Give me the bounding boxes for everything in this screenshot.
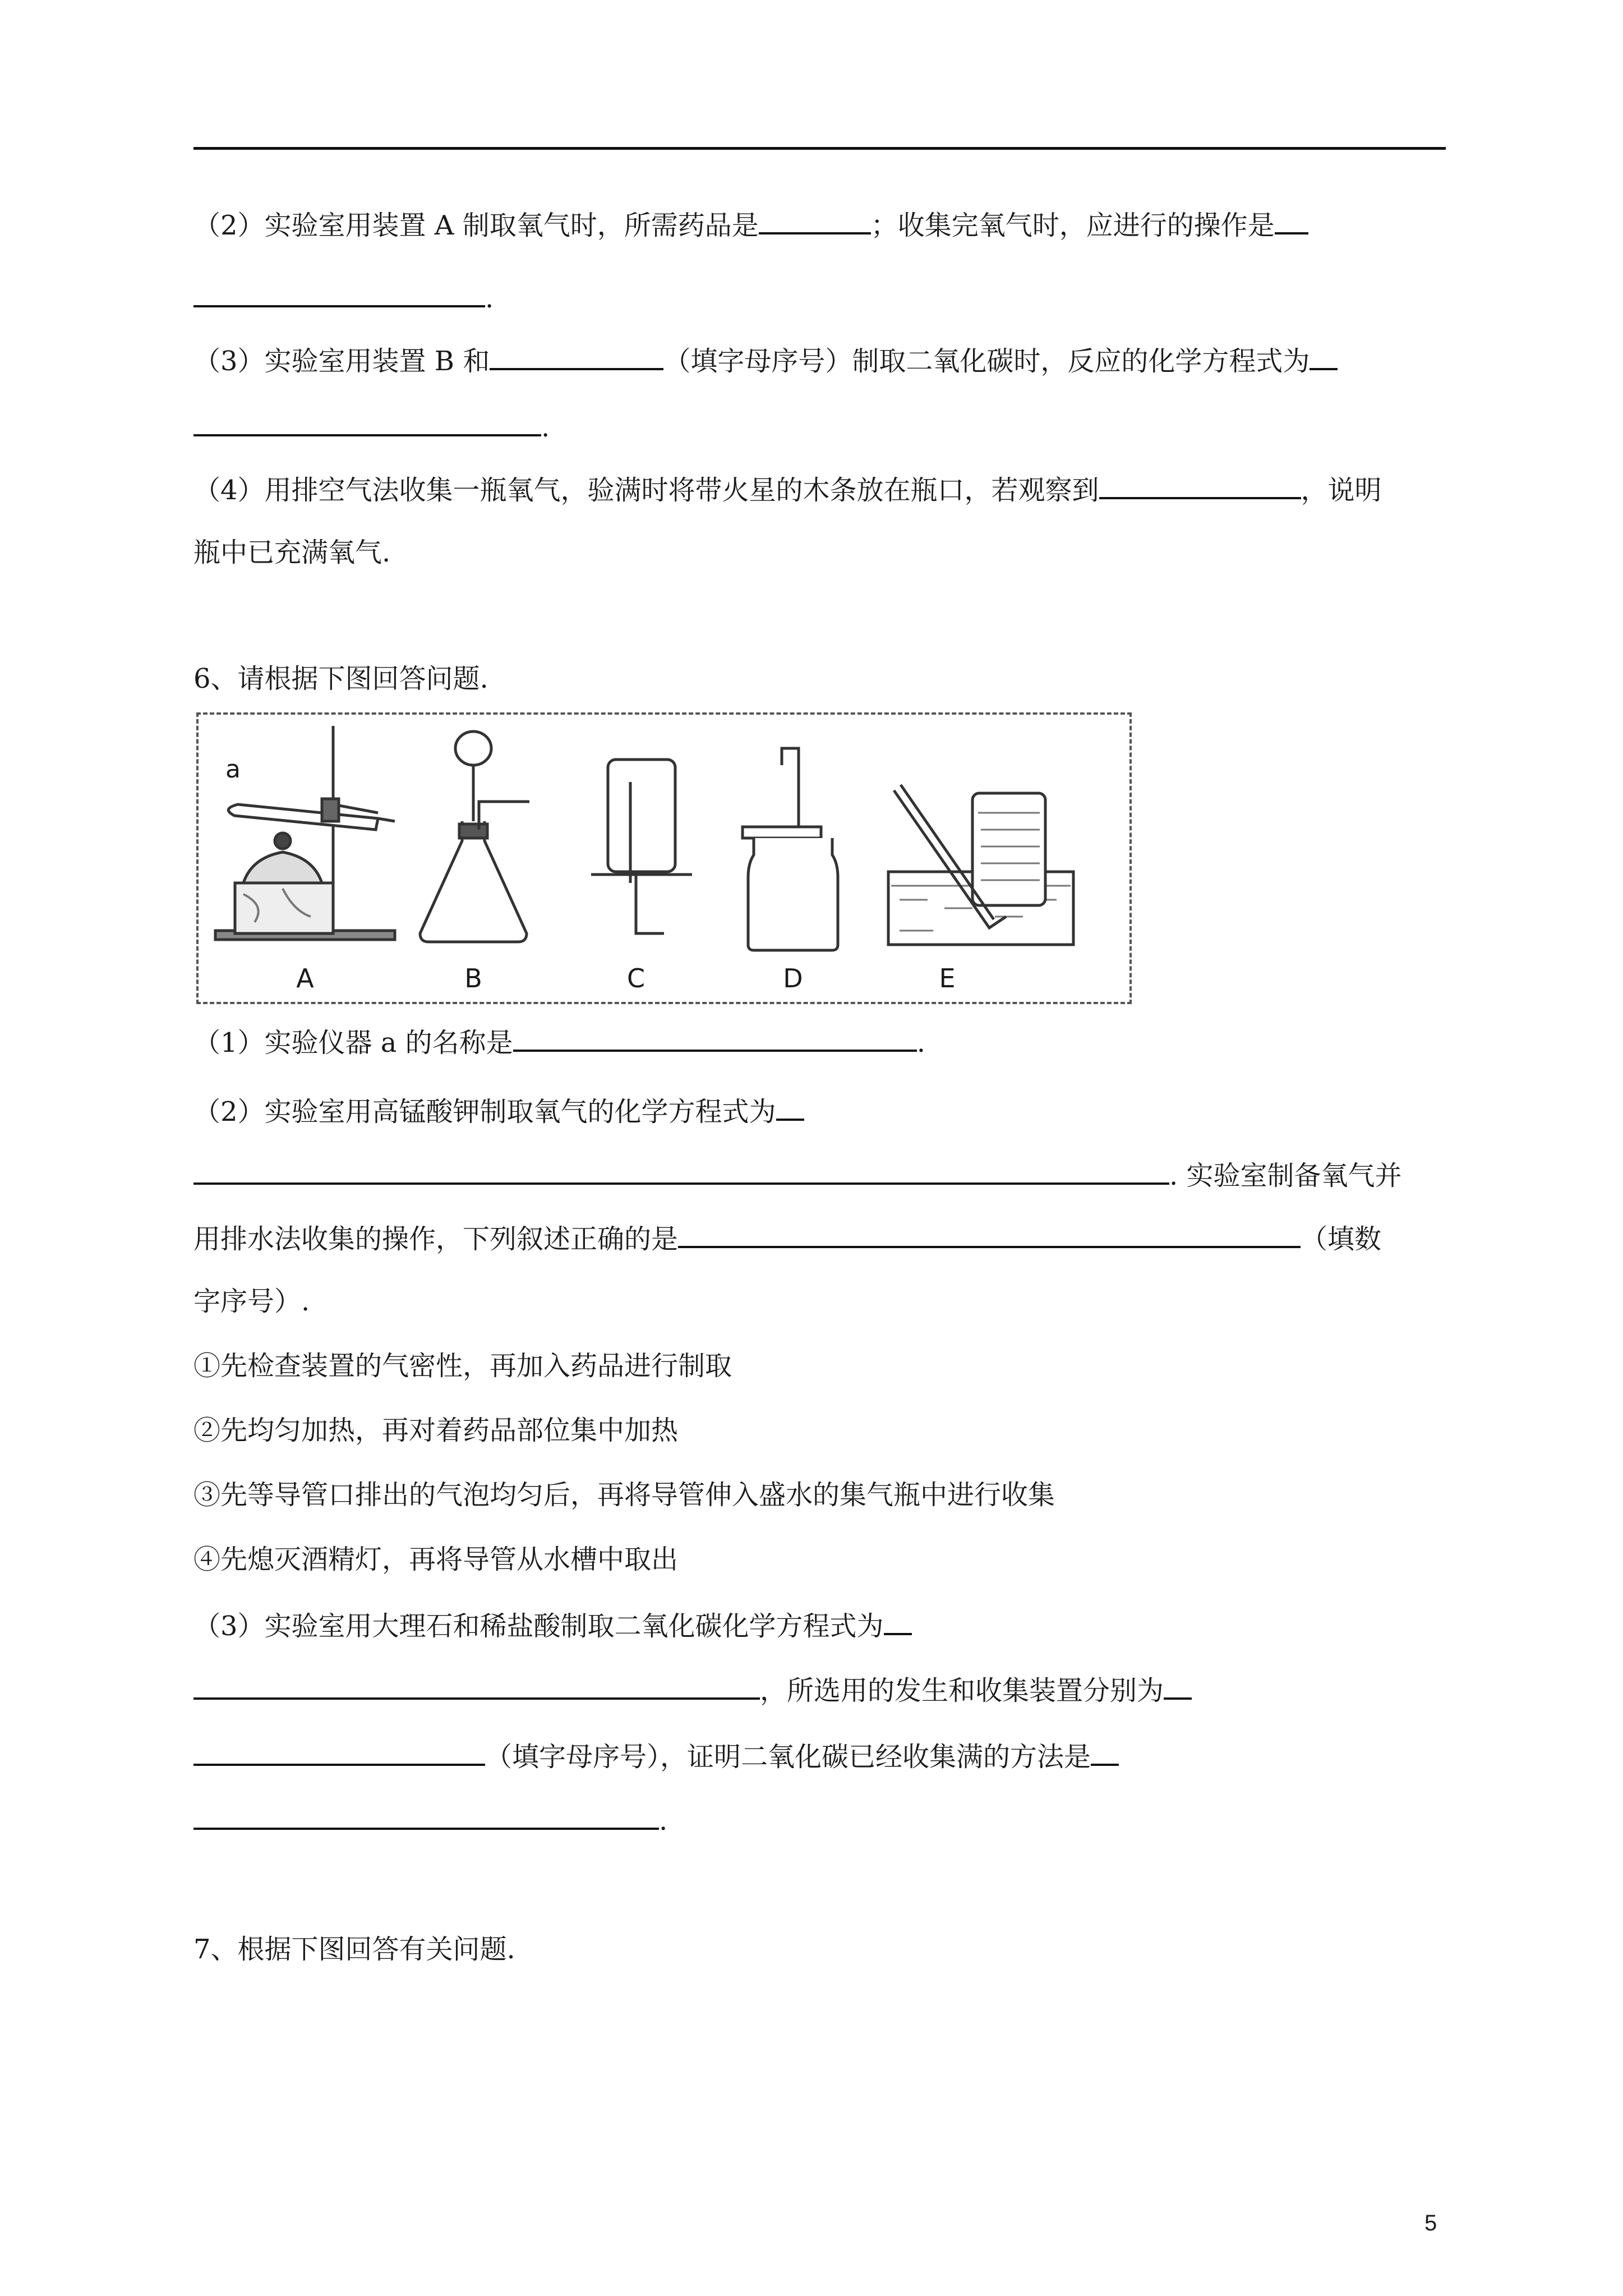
q7-title-text: 7、根据下图回答有关问题. — [193, 1934, 515, 1965]
q6-2-blank-correct-steps[interactable] — [678, 1220, 1301, 1248]
q6-2-line — [193, 1093, 804, 1126]
q6-title — [193, 662, 488, 696]
page-number: 5 — [1424, 2211, 1437, 2235]
q5-2-period: . — [485, 283, 494, 314]
q6-3-period: . — [659, 1805, 668, 1837]
q6-3-blank-equation-start[interactable] — [884, 1607, 912, 1635]
q6-3-line-2 — [193, 1672, 1192, 1705]
q5-2-blank-operation[interactable] — [193, 279, 485, 307]
apparatus-d — [743, 748, 838, 950]
q5-4-line-2 — [193, 536, 390, 569]
q5-3-period: . — [541, 412, 550, 443]
q6-3-line-4 — [193, 1802, 667, 1835]
q6-3-blank-devices[interactable] — [193, 1738, 485, 1766]
q6-3-text: （3）实验室用大理石和稀盐酸制取二氧化碳化学方程式为 — [193, 1611, 884, 1642]
option-4-text: ④先熄灭酒精灯，再将导管从水槽中取出 — [193, 1544, 679, 1575]
q6-3-blank-devices-start[interactable] — [1164, 1672, 1192, 1700]
instrument-a-label: a — [225, 755, 241, 784]
q5-2-text-b: ；收集完氧气时，应进行的操作是 — [870, 210, 1275, 241]
q5-3-blank-equation-start[interactable] — [1310, 342, 1338, 370]
q6-2-text: （2）实验室用高锰酸钾制取氧气的化学方程式为 — [193, 1096, 776, 1128]
q5-3-text: （3）实验室用装置 B 和 — [193, 346, 490, 377]
figure-label-a: A — [296, 963, 314, 993]
option-4 — [193, 1543, 678, 1576]
option-2 — [193, 1414, 678, 1447]
apparatus-b — [420, 731, 529, 942]
option-3-text: ③先等导管口排出的气泡均匀后，再将导管伸入盛水的集气瓶中进行收集 — [193, 1479, 1055, 1511]
option-1-text: ①先检查装置的气密性，再加入药品进行制取 — [193, 1350, 732, 1382]
header-rule — [193, 147, 1446, 150]
q6-1-text: （1）实验仪器 a 的名称是 — [193, 1027, 513, 1059]
figure-label-e: E — [939, 963, 956, 993]
figure-label-d: D — [783, 963, 803, 993]
q5-2-text: （2）实验室用装置 A 制取氧气时，所需药品是 — [193, 210, 759, 241]
q6-3-blank-method[interactable] — [193, 1802, 659, 1830]
q5-4-blank-observation[interactable] — [1099, 471, 1301, 499]
q6-2-text-e: 字序号）. — [193, 1286, 310, 1317]
q6-1-period: . — [916, 1027, 925, 1059]
q7-title — [193, 1932, 515, 1966]
q6-3-text-b: ，所选用的发生和收集装置分别为 — [760, 1675, 1164, 1706]
q6-1-blank-instrument-name[interactable] — [513, 1024, 917, 1052]
option-2-text: ②先均匀加热，再对着药品部位集中加热 — [193, 1415, 679, 1446]
q5-2-blank-reagent[interactable] — [759, 206, 871, 234]
q5-3-blank-equation[interactable] — [193, 408, 541, 436]
q6-3-line-3 — [193, 1738, 1119, 1772]
figure-label-b: B — [464, 963, 482, 993]
q5-3-text-b: （填字母序号）制取二氧化碳时，反应的化学方程式为 — [663, 346, 1310, 377]
apparatus-drawing — [199, 715, 1129, 1002]
q5-4-text-c: 瓶中已充满氧气. — [193, 537, 391, 568]
q6-1-line — [193, 1024, 925, 1057]
q6-2-blank-equation-start[interactable] — [776, 1093, 804, 1121]
apparatus-e — [888, 785, 1073, 945]
q5-3-blank-device[interactable] — [490, 342, 663, 370]
option-1 — [193, 1349, 732, 1383]
q5-2-blank-operation-start[interactable] — [1275, 206, 1308, 234]
q6-3-blank-method-start[interactable] — [1091, 1738, 1119, 1766]
q6-2-text-c: 用排水法收集的操作，下列叙述正确的是 — [193, 1223, 679, 1255]
q5-4-text: （4）用排空气法收集一瓶氧气，验满时将带火星的木条放在瓶口，若观察到 — [193, 475, 1099, 506]
apparatus-c — [591, 760, 692, 933]
q5-4-text-b: ，说明 — [1301, 475, 1382, 506]
q5-2-line — [193, 206, 1308, 240]
q6-2-line-2 — [193, 1157, 1402, 1190]
apparatus-a — [215, 726, 395, 940]
q5-2-line-2 — [193, 279, 494, 313]
q6-3-text-c: （填字母序号），证明二氧化碳已经收集满的方法是 — [485, 1741, 1091, 1773]
q6-2-line-3 — [193, 1220, 1381, 1254]
q6-3-line — [193, 1607, 912, 1641]
q5-3-line-2 — [193, 408, 550, 442]
q5-3-line — [193, 342, 1338, 376]
q6-2-text-b: . 实验室制备氧气并 — [1169, 1160, 1402, 1191]
q6-2-text-d: （填数 — [1301, 1223, 1382, 1255]
q6-2-blank-equation[interactable] — [193, 1157, 1169, 1185]
apparatus-figure — [196, 712, 1132, 1004]
q6-title-text: 6、请根据下图回答问题. — [193, 663, 488, 694]
q6-3-blank-equation[interactable] — [193, 1672, 760, 1700]
q5-4-line — [193, 471, 1382, 505]
option-3 — [193, 1478, 1055, 1512]
q6-2-line-4 — [193, 1285, 310, 1318]
figure-label-c: C — [626, 963, 645, 993]
